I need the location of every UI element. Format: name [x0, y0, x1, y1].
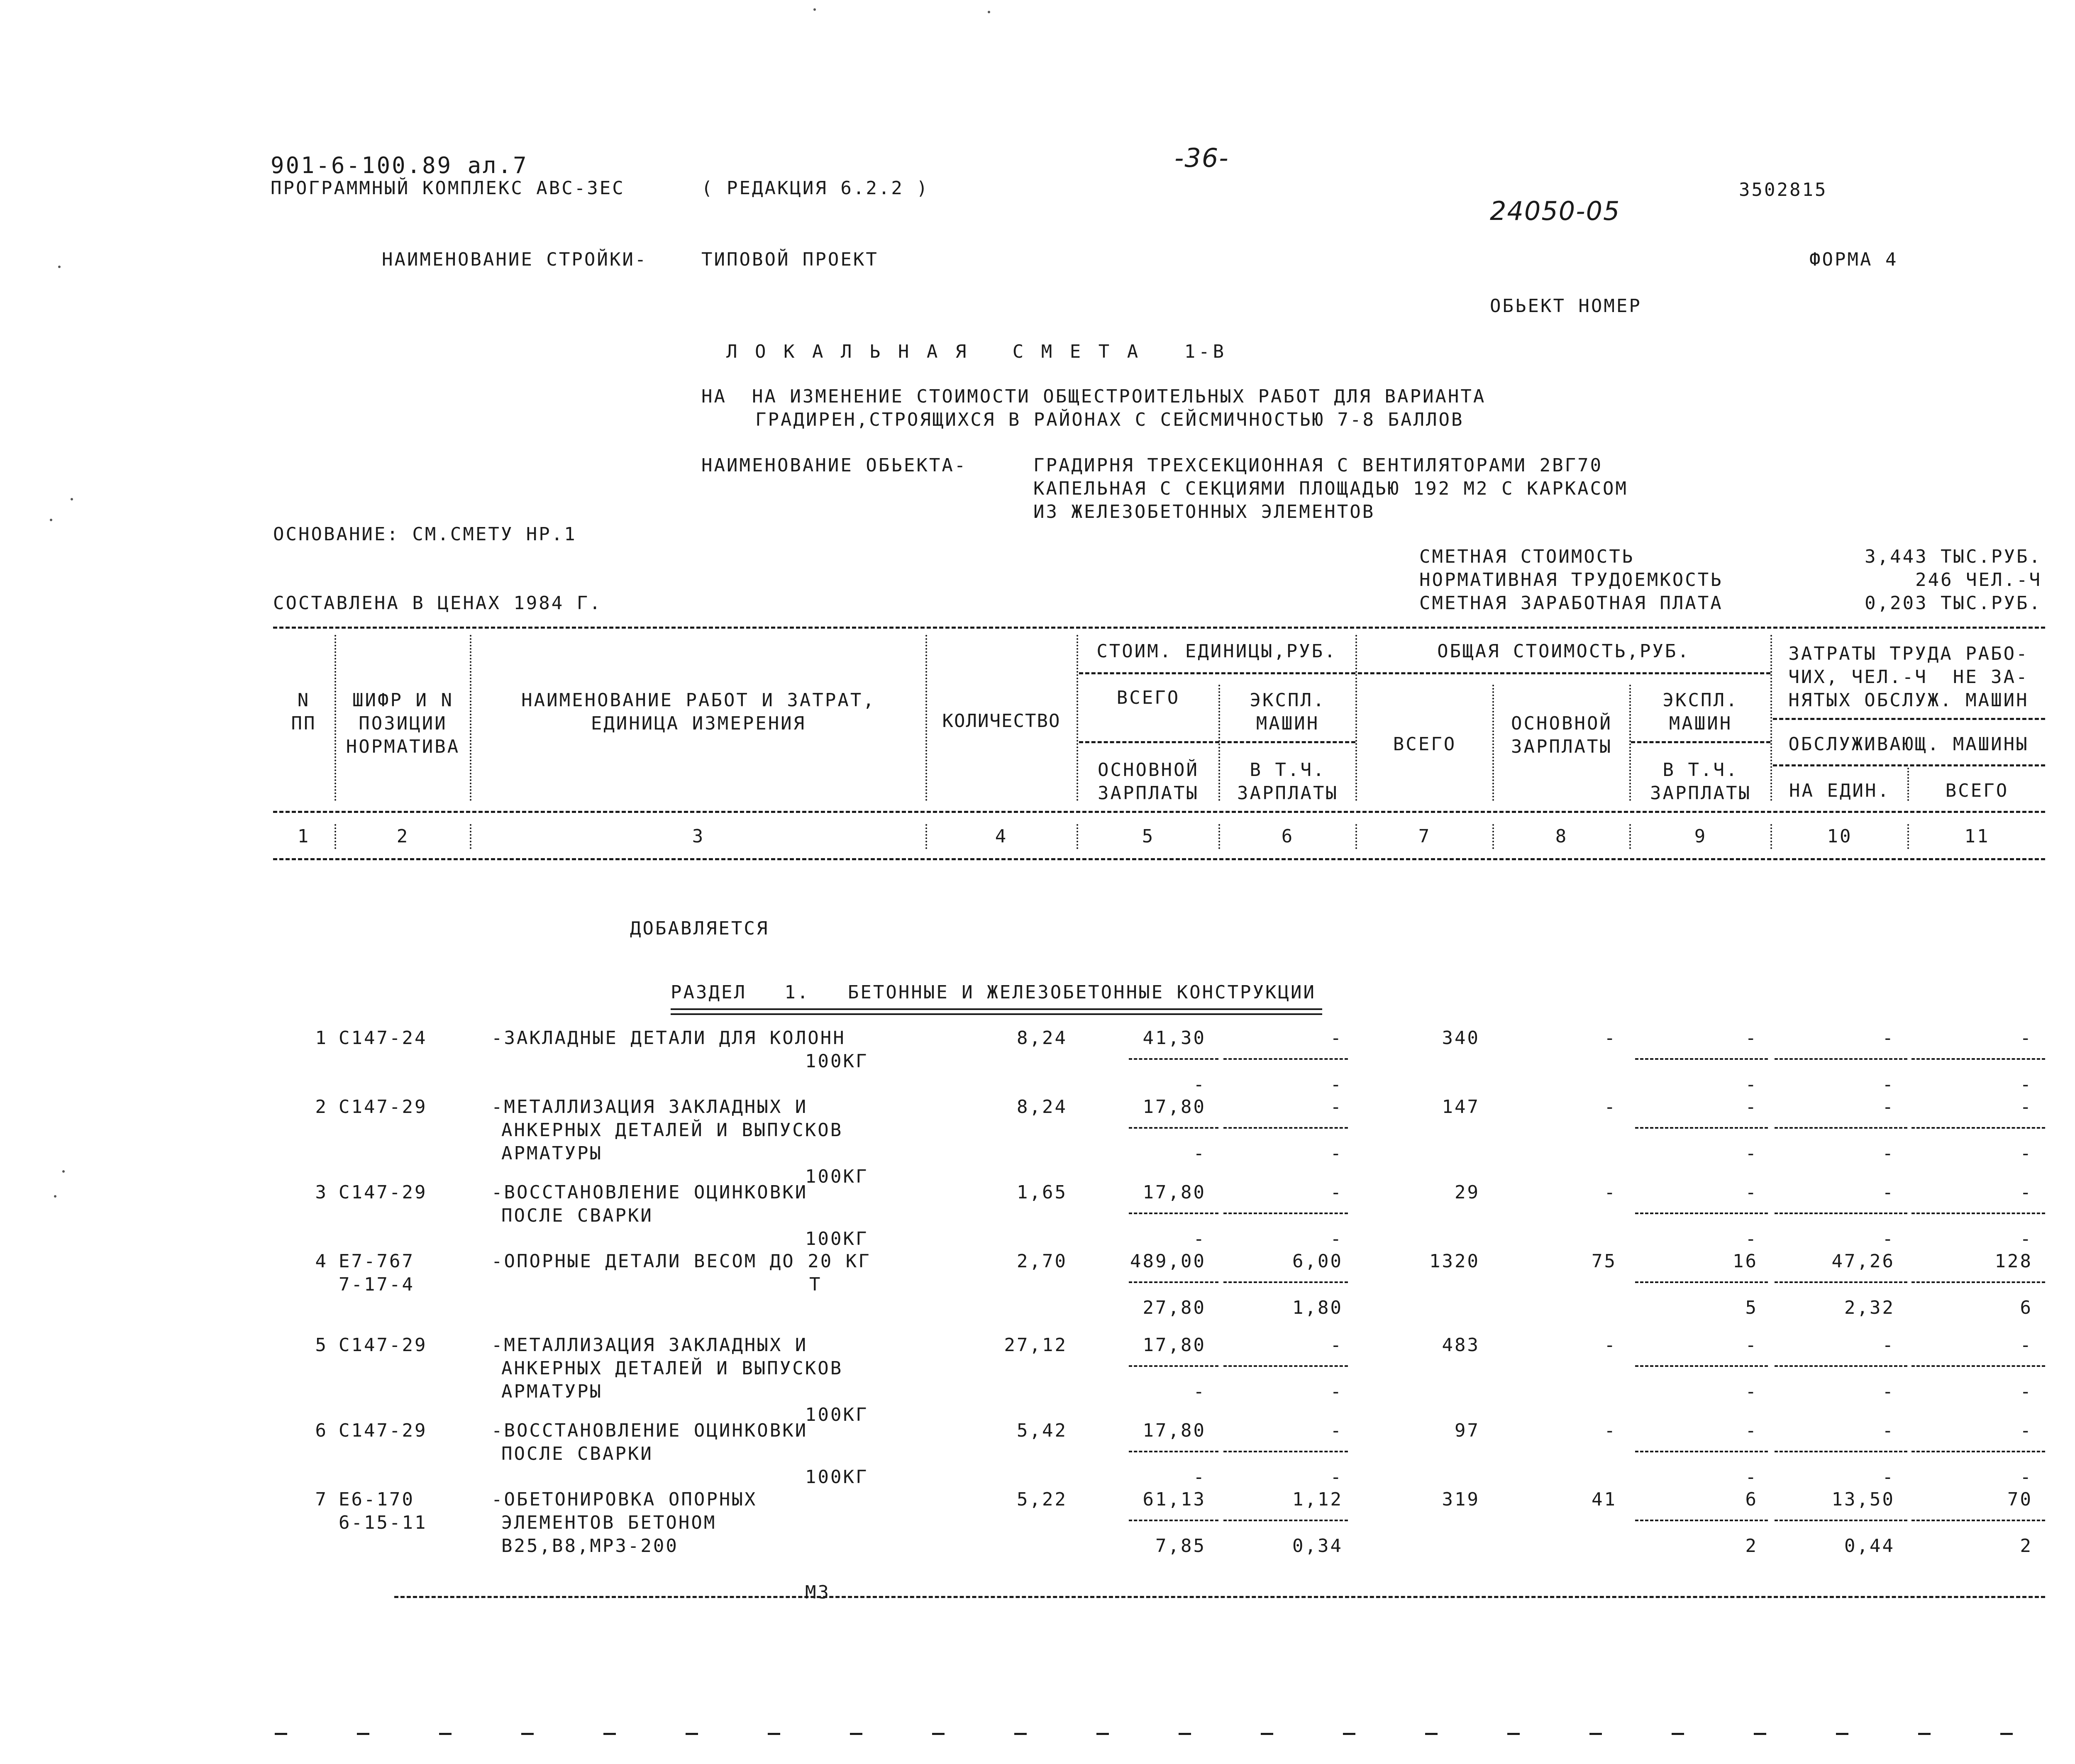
- row-separator-line: [1223, 1058, 1348, 1060]
- footer-mark: [1179, 1733, 1191, 1735]
- header-row-number: N ПП: [291, 690, 317, 734]
- row-value-c6b: -: [1330, 1143, 1343, 1164]
- row-number: 3: [315, 1182, 328, 1203]
- header-total-machines: ЭКСПЛ. МАШИН: [1662, 690, 1739, 734]
- row-separator-line: [1635, 1365, 1768, 1367]
- row-value-c8: -: [1604, 1096, 1617, 1117]
- row-value-c9: 16: [1733, 1251, 1758, 1272]
- row-value-c5b: 27,80: [1142, 1297, 1206, 1318]
- row-work-name: -МЕТАЛЛИЗАЦИЯ ЗАКЛАДНЫХ И: [491, 1096, 808, 1117]
- row-separator-line: [1635, 1127, 1768, 1129]
- row-value-c11b: -: [2020, 1228, 2033, 1249]
- object-name-label: НАИМЕНОВАНИЕ ОБЬЕКТА-: [701, 455, 967, 476]
- scan-speck: [62, 1170, 65, 1173]
- row-value-c9: -: [1745, 1027, 1758, 1049]
- row-value-c6b: -: [1330, 1381, 1343, 1402]
- scan-speck: [50, 519, 52, 521]
- footer-mark: [932, 1733, 945, 1735]
- row-unit: М3: [805, 1582, 830, 1603]
- row-value-c6: -: [1330, 1096, 1343, 1117]
- header-total-all: ВСЕГО: [1393, 734, 1457, 755]
- estimate-purpose-line-2: ГРАДИРЕН,СТРОЯЩИХСЯ В РАЙОНАХ С СЕЙСМИЧНОСТЬЮ 7-8 БАЛЛОВ: [755, 409, 1464, 430]
- row-work-name: -ВОССТАНОВЛЕНИЕ ОЦИНКОВКИ: [491, 1182, 808, 1203]
- row-value-c7: 147: [1442, 1096, 1480, 1117]
- row-value-c10b: -: [1882, 1143, 1895, 1164]
- row-value-c5b: -: [1193, 1228, 1206, 1249]
- table-bottom-rule: [394, 1596, 2045, 1598]
- object-number-label: ОБЬЕКТ НОМЕР: [1490, 295, 1642, 317]
- header-unit-incl-wages: В Т.Ч. ЗАРПЛАТЫ: [1237, 759, 1338, 804]
- footer-mark: [603, 1733, 616, 1735]
- footer-mark: [1096, 1733, 1109, 1735]
- row-value-c10b: -: [1882, 1466, 1895, 1488]
- row-work-name: ЭЛЕМЕНТОВ БЕТОНОМ: [501, 1512, 717, 1533]
- row-separator-line: [1129, 1451, 1218, 1452]
- row-separator-line: [1129, 1281, 1218, 1283]
- row-value-c5b: -: [1193, 1143, 1206, 1164]
- row-code: Е7-767: [339, 1251, 415, 1272]
- row-separator-line: [1911, 1058, 2045, 1060]
- row-quantity: 8,24: [1017, 1096, 1067, 1117]
- column-separator: [1355, 824, 1357, 849]
- row-work-name: АРМАТУРЫ: [501, 1143, 603, 1164]
- row-separator-line: [1635, 1281, 1768, 1283]
- scan-speck: [988, 11, 990, 13]
- page-number: -36-: [1174, 143, 1229, 173]
- row-value-c9b: 2: [1745, 1535, 1758, 1557]
- row-separator-line: [1223, 1451, 1348, 1452]
- row-value-c5b: -: [1193, 1466, 1206, 1488]
- row-value-c11: -: [2020, 1335, 2033, 1356]
- row-code: Е6-170: [339, 1489, 415, 1510]
- row-value-c5: 17,80: [1142, 1096, 1206, 1117]
- scan-speck: [58, 266, 61, 268]
- row-unit: 100КГ: [805, 1166, 869, 1187]
- row-value-c9b: -: [1745, 1466, 1758, 1488]
- price-basis: СОСТАВЛЕНА В ЦЕНАХ 1984 Г.: [273, 593, 602, 614]
- row-separator-line: [1911, 1451, 2045, 1452]
- footer-mark: [357, 1733, 369, 1735]
- column-number: 8: [1555, 826, 1568, 847]
- column-separator: [470, 824, 471, 849]
- column-separator: [1907, 824, 1909, 849]
- object-name-line-1: ГРАДИРНЯ ТРЕХСЕКЦИОННАЯ С ВЕНТИЛЯТОРАМИ 2ВГ70: [1033, 455, 1603, 476]
- construction-value: ТИПОВОЙ ПРОЕКТ: [701, 249, 879, 270]
- document-code: 901-6-100.89 ал.7: [271, 152, 528, 178]
- row-value-c5: 17,80: [1142, 1335, 1206, 1356]
- form-number: ФОРМА 4: [1809, 249, 1898, 270]
- footer-mark: [1672, 1733, 1684, 1735]
- footer-mark: [2000, 1733, 2013, 1735]
- row-separator-line: [1775, 1213, 1907, 1214]
- row-value-c6: -: [1330, 1420, 1343, 1441]
- document-number: 3502815: [1739, 179, 1828, 200]
- row-value-c7: 340: [1442, 1027, 1480, 1049]
- header-rule: [1773, 718, 2045, 720]
- column-number: 11: [1964, 826, 1990, 847]
- summary-value-wages: 0,203 ТЫС.РУБ.: [1865, 593, 2042, 614]
- footer-mark: [1425, 1733, 1438, 1735]
- row-separator-line: [1775, 1058, 1907, 1060]
- program-edition: ( РЕДАКЦИЯ 6.2.2 ): [701, 178, 929, 199]
- header-labor-per-unit: НА ЕДИН.: [1789, 780, 1890, 801]
- column-number: 1: [297, 826, 310, 847]
- row-code-sub: 6-15-11: [339, 1512, 427, 1533]
- row-separator-line: [1129, 1520, 1218, 1521]
- row-value-c5b: 7,85: [1155, 1535, 1206, 1557]
- row-separator-line: [1223, 1365, 1348, 1367]
- row-separator-line: [1635, 1451, 1768, 1452]
- header-labor-service: ОБСЛУЖИВАЮЩ. МАШИНЫ: [1788, 734, 2029, 755]
- row-separator-line: [1775, 1520, 1907, 1521]
- scan-speck: [813, 8, 816, 11]
- header-total-wages: ОСНОВНОЙ ЗАРПЛАТЫ: [1511, 713, 1612, 757]
- row-work-name: ПОСЛЕ СВАРКИ: [501, 1205, 653, 1226]
- row-value-c10: -: [1882, 1335, 1895, 1356]
- header-labor-total: ВСЕГО: [1945, 780, 2009, 801]
- column-number: 10: [1827, 826, 1853, 847]
- row-value-c9b: -: [1745, 1381, 1758, 1402]
- row-value-c10: 47,26: [1831, 1251, 1895, 1272]
- row-separator-line: [1911, 1213, 2045, 1214]
- footer-mark: [1836, 1733, 1848, 1735]
- handwritten-code: 24050-05: [1490, 196, 1621, 226]
- row-separator-line: [1129, 1058, 1218, 1060]
- row-work-name: -ОБЕТОНИРОВКА ОПОРНЫХ: [491, 1489, 757, 1510]
- row-value-c9: -: [1745, 1096, 1758, 1117]
- row-quantity: 8,24: [1017, 1027, 1067, 1049]
- row-work-name: -ВОССТАНОВЛЕНИЕ ОЦИНКОВКИ: [491, 1420, 808, 1441]
- row-value-c9b: -: [1745, 1143, 1758, 1164]
- row-value-c11b: -: [2020, 1466, 2033, 1488]
- row-value-c5b: -: [1193, 1381, 1206, 1402]
- footer-mark: [1014, 1733, 1027, 1735]
- header-work-name: НАИМЕНОВАНИЕ РАБОТ И ЗАТРАТ, ЕДИНИЦА ИЗМЕРЕНИЯ: [521, 690, 876, 734]
- header-total-incl-wages: В Т.Ч. ЗАРПЛАТЫ: [1650, 759, 1751, 804]
- row-value-c8: -: [1604, 1335, 1617, 1356]
- row-work-name: -ОПОРНЫЕ ДЕТАЛИ ВЕСОМ ДО 20 КГ: [491, 1251, 871, 1272]
- row-quantity: 5,42: [1017, 1420, 1067, 1441]
- row-separator-line: [1129, 1127, 1218, 1129]
- row-separator-line: [1223, 1520, 1348, 1521]
- row-value-c10: -: [1882, 1182, 1895, 1203]
- header-rule: [1358, 672, 1770, 674]
- estimate-basis: ОСНОВАНИЕ: СМ.СМЕТУ НР.1: [273, 524, 577, 545]
- row-value-c6: -: [1330, 1027, 1343, 1049]
- row-value-c11: -: [2020, 1420, 2033, 1441]
- row-value-c6b: 1,80: [1292, 1297, 1343, 1318]
- row-value-c6: -: [1330, 1335, 1343, 1356]
- row-separator-line: [1223, 1281, 1348, 1283]
- summary-label-labor: НОРМАТИВНАЯ ТРУДОЕМКОСТЬ: [1419, 569, 1723, 590]
- summary-label-wages: СМЕТНАЯ ЗАРАБОТНАЯ ПЛАТА: [1419, 593, 1723, 614]
- row-value-c10b: -: [1882, 1074, 1895, 1095]
- header-code: ШИФР И N ПОЗИЦИИ НОРМАТИВА: [346, 690, 460, 757]
- construction-label: НАИМЕНОВАНИЕ СТРОЙКИ-: [382, 249, 648, 270]
- row-work-name: АНКЕРНЫХ ДЕТАЛЕЙ И ВЫПУСКОВ: [501, 1120, 843, 1141]
- row-unit: Т: [809, 1274, 822, 1295]
- row-value-c11: -: [2020, 1096, 2033, 1117]
- row-value-c9: 6: [1745, 1489, 1758, 1510]
- row-value-c11: -: [2020, 1182, 2033, 1203]
- row-value-c9: -: [1745, 1335, 1758, 1356]
- estimate-title: Л О К А Л Ь Н А Я С М Е Т А 1-В: [726, 341, 1228, 362]
- column-number: 2: [396, 826, 410, 847]
- row-quantity: 1,65: [1017, 1182, 1067, 1203]
- row-work-name: В25,В8,МРЗ-200: [501, 1535, 679, 1557]
- row-value-c9b: -: [1745, 1074, 1758, 1095]
- column-separator: [1077, 824, 1078, 849]
- estimate-purpose-line-1: НА НА ИЗМЕНЕНИЕ СТОИМОСТИ ОБЩЕСТРОИТЕЛЬНЫХ РАБОТ ДЛЯ ВАРИАНТА: [701, 386, 1486, 407]
- row-value-c7: 1320: [1429, 1251, 1480, 1272]
- header-unit-machines: ЭКСПЛ. МАШИН: [1250, 690, 1326, 734]
- row-value-c8: -: [1604, 1182, 1617, 1203]
- footer-mark: [275, 1733, 287, 1735]
- row-value-c9b: -: [1745, 1228, 1758, 1249]
- row-quantity: 27,12: [1004, 1335, 1067, 1356]
- footer-mark: [768, 1733, 780, 1735]
- row-value-c10: -: [1882, 1096, 1895, 1117]
- column-separator: [334, 824, 336, 849]
- header-rule: [1631, 741, 1770, 743]
- row-value-c11b: 6: [2020, 1297, 2033, 1318]
- column-number: 5: [1142, 826, 1155, 847]
- row-value-c8: -: [1604, 1027, 1617, 1049]
- program-name: ПРОГРАММНЫЙ КОМПЛЕКС АВС-3ЕС: [271, 178, 625, 199]
- header-rule: [1773, 764, 2045, 766]
- row-number: 1: [315, 1027, 328, 1049]
- row-value-c9: -: [1745, 1420, 1758, 1441]
- row-separator-line: [1635, 1058, 1768, 1060]
- row-value-c5: 41,30: [1142, 1027, 1206, 1049]
- row-code: С147-29: [339, 1182, 427, 1203]
- row-work-name: АНКЕРНЫХ ДЕТАЛЕЙ И ВЫПУСКОВ: [501, 1358, 843, 1379]
- header-unit-cost: СТОИМ. ЕДИНИЦЫ,РУБ.: [1096, 641, 1337, 662]
- column-separator: [1492, 824, 1494, 849]
- header-rule: [1079, 741, 1355, 743]
- row-work-name: -ЗАКЛАДНЫЕ ДЕТАЛИ ДЛЯ КОЛОНН: [491, 1027, 846, 1049]
- row-value-c10b: 0,44: [1844, 1535, 1895, 1557]
- header-quantity: КОЛИЧЕСТВО: [942, 710, 1061, 732]
- row-separator-line: [1775, 1127, 1907, 1129]
- row-separator-line: [1129, 1213, 1218, 1214]
- column-number: 3: [692, 826, 705, 847]
- row-code-sub: 7-17-4: [339, 1274, 415, 1295]
- column-numbers-rule: [273, 858, 2045, 860]
- column-number: 7: [1418, 826, 1431, 847]
- row-unit: 100КГ: [805, 1404, 869, 1425]
- footer-mark: [1589, 1733, 1602, 1735]
- row-value-c11b: -: [2020, 1074, 2033, 1095]
- row-separator-line: [1129, 1365, 1218, 1367]
- row-value-c10b: 2,32: [1844, 1297, 1895, 1318]
- row-value-c5b: -: [1193, 1074, 1206, 1095]
- row-value-c6b: -: [1330, 1228, 1343, 1249]
- row-value-c7: 29: [1455, 1182, 1480, 1203]
- row-value-c6: 1,12: [1292, 1489, 1343, 1510]
- row-separator-line: [1911, 1281, 2045, 1283]
- row-value-c6: -: [1330, 1182, 1343, 1203]
- row-separator-line: [1223, 1127, 1348, 1129]
- row-value-c10: -: [1882, 1420, 1895, 1441]
- row-separator-line: [1223, 1213, 1348, 1214]
- summary-value-cost: 3,443 ТЫС.РУБ.: [1865, 546, 2042, 567]
- row-value-c10b: -: [1882, 1381, 1895, 1402]
- row-unit: 100КГ: [805, 1466, 869, 1488]
- row-value-c5: 61,13: [1142, 1489, 1206, 1510]
- added-label: ДОБАВЛЯЕТСЯ: [630, 918, 769, 939]
- column-separator: [925, 824, 927, 849]
- footer-mark: [1507, 1733, 1520, 1735]
- row-value-c8: 41: [1592, 1489, 1617, 1510]
- row-value-c6b: -: [1330, 1466, 1343, 1488]
- row-value-c6: 6,00: [1292, 1251, 1343, 1272]
- column-number: 6: [1281, 826, 1294, 847]
- footer-mark: [439, 1733, 452, 1735]
- row-work-name: -МЕТАЛЛИЗАЦИЯ ЗАКЛАДНЫХ И: [491, 1335, 808, 1356]
- row-code: С147-29: [339, 1420, 427, 1441]
- row-quantity: 2,70: [1017, 1251, 1067, 1272]
- row-value-c11b: 2: [2020, 1535, 2033, 1557]
- scan-speck: [71, 498, 73, 500]
- row-value-c6b: 0,34: [1292, 1535, 1343, 1557]
- row-separator-line: [1775, 1365, 1907, 1367]
- row-code: С147-29: [339, 1096, 427, 1117]
- object-name-line-2: КАПЕЛЬНАЯ С СЕКЦИЯМИ ПЛОЩАДЬЮ 192 М2 С КАРКАСОМ: [1033, 478, 1628, 499]
- row-number: 2: [315, 1096, 328, 1117]
- summary-label-cost: СМЕТНАЯ СТОИМОСТЬ: [1419, 546, 1635, 567]
- scan-speck: [54, 1195, 56, 1198]
- footer-mark: [521, 1733, 534, 1735]
- footer-mark: [850, 1733, 862, 1735]
- row-code: С147-29: [339, 1335, 427, 1356]
- row-value-c9: -: [1745, 1182, 1758, 1203]
- row-value-c7: 483: [1442, 1335, 1480, 1356]
- column-separator: [1218, 824, 1220, 849]
- object-name-line-3: ИЗ ЖЕЛЕЗОБЕТОННЫХ ЭЛЕМЕНТОВ: [1033, 501, 1375, 522]
- column-separator: [1770, 824, 1772, 849]
- column-number: 9: [1694, 826, 1707, 847]
- row-value-c10b: -: [1882, 1228, 1895, 1249]
- row-value-c9b: 5: [1745, 1297, 1758, 1318]
- row-value-c8: 75: [1592, 1251, 1617, 1272]
- row-code: С147-24: [339, 1027, 427, 1049]
- footer-mark: [686, 1733, 698, 1735]
- header-unit-wages: ОСНОВНОЙ ЗАРПЛАТЫ: [1098, 759, 1199, 804]
- row-value-c5: 17,80: [1142, 1182, 1206, 1203]
- row-value-c11b: -: [2020, 1381, 2033, 1402]
- section-underline: [671, 1013, 1322, 1015]
- footer-mark: [1754, 1733, 1766, 1735]
- row-separator-line: [1911, 1365, 2045, 1367]
- row-value-c7: 319: [1442, 1489, 1480, 1510]
- row-value-c8: -: [1604, 1420, 1617, 1441]
- row-quantity: 5,22: [1017, 1489, 1067, 1510]
- row-unit: 100КГ: [805, 1228, 869, 1249]
- table-top-rule: [273, 627, 2045, 629]
- row-separator-line: [1635, 1213, 1768, 1214]
- row-value-c11b: -: [2020, 1143, 2033, 1164]
- row-separator-line: [1911, 1520, 2045, 1521]
- row-separator-line: [1635, 1520, 1768, 1521]
- row-value-c6b: -: [1330, 1074, 1343, 1095]
- section-underline: [671, 1008, 1322, 1010]
- row-value-c11: -: [2020, 1027, 2033, 1049]
- header-unit-total: ВСЕГО: [1116, 687, 1180, 708]
- header-bottom-rule: [273, 811, 2045, 813]
- footer-mark: [1918, 1733, 1931, 1735]
- column-number: 4: [995, 826, 1008, 847]
- row-value-c7: 97: [1455, 1420, 1480, 1441]
- row-number: 6: [315, 1420, 328, 1441]
- row-value-c5: 17,80: [1142, 1420, 1206, 1441]
- row-number: 5: [315, 1335, 328, 1356]
- footer-mark: [1261, 1733, 1273, 1735]
- row-work-name: ПОСЛЕ СВАРКИ: [501, 1443, 653, 1464]
- row-number: 4: [315, 1251, 328, 1272]
- header-total-cost: ОБЩАЯ СТОИМОСТЬ,РУБ.: [1437, 641, 1690, 662]
- row-number: 7: [315, 1489, 328, 1510]
- row-value-c11: 70: [2007, 1489, 2033, 1510]
- summary-value-labor: 246 ЧЕЛ.-Ч: [1915, 569, 2042, 590]
- row-work-name: АРМАТУРЫ: [501, 1381, 603, 1402]
- row-value-c10: -: [1882, 1027, 1895, 1049]
- row-value-c11: 128: [1994, 1251, 2033, 1272]
- footer-mark: [1343, 1733, 1355, 1735]
- row-unit: 100КГ: [805, 1051, 869, 1072]
- row-separator-line: [1775, 1451, 1907, 1452]
- header-labor: ЗАТРАТЫ ТРУДА РАБО- ЧИХ, ЧЕЛ.-Ч НЕ ЗА- НЯТЫХ ОБСЛУЖ. МАШИН: [1788, 643, 2029, 711]
- row-value-c5: 489,00: [1130, 1251, 1206, 1272]
- section-title: РАЗДЕЛ 1. БЕТОННЫЕ И ЖЕЛЕЗОБЕТОННЫЕ КОНСТРУКЦИИ: [671, 982, 1316, 1003]
- column-separator: [1629, 824, 1631, 849]
- row-separator-line: [1911, 1127, 2045, 1129]
- row-value-c10: 13,50: [1831, 1489, 1895, 1510]
- row-separator-line: [1775, 1281, 1907, 1283]
- header-rule: [1079, 672, 1355, 674]
